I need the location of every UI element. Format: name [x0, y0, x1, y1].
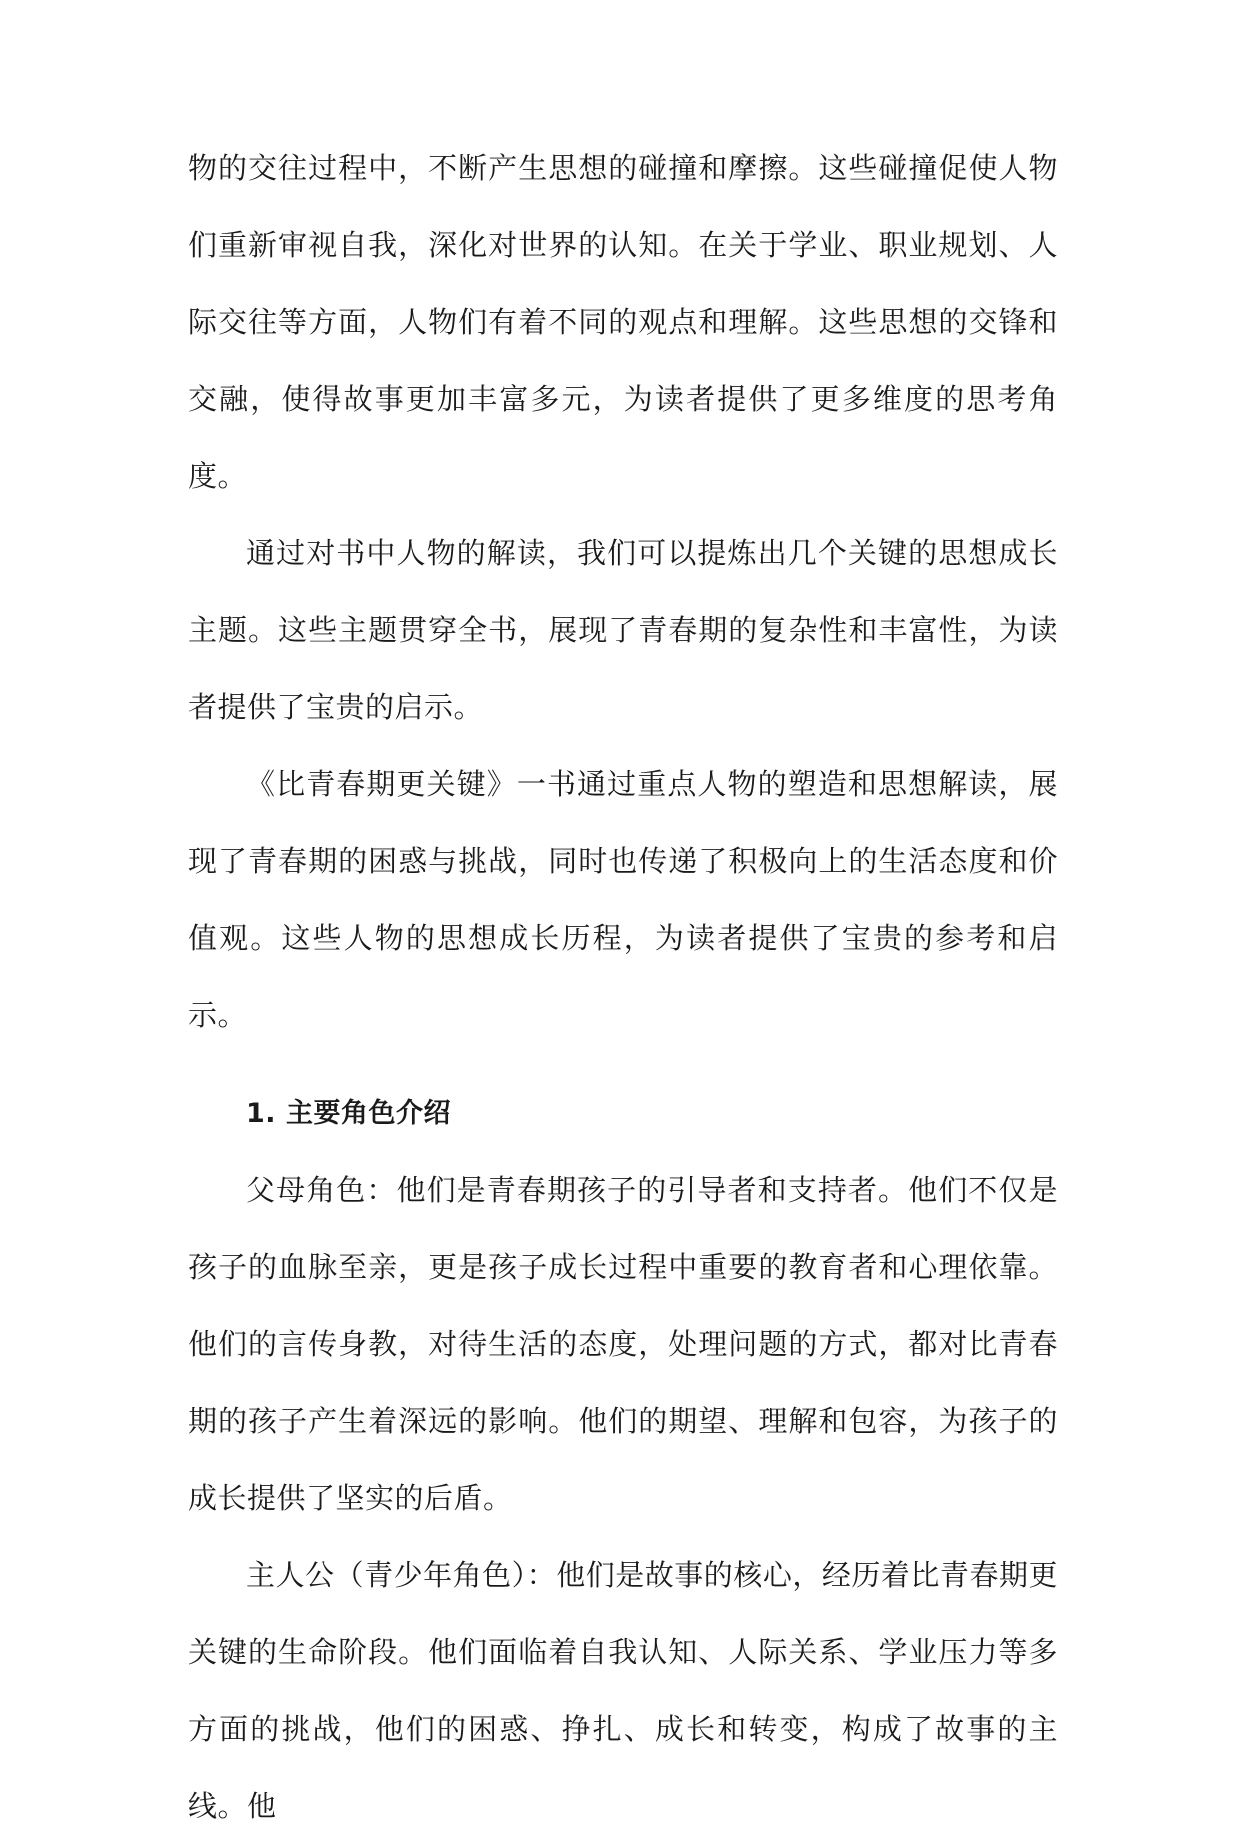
paragraph-continuation: 物的交往过程中，不断产生思想的碰撞和摩擦。这些碰撞促使人物们重新审视自我，深化对世界的认知。在关于学业、职业规划、人际交往等方面，人物们有着不同的观点和理解。这些思想的交锋和交融，使得故事更加丰富多元，为读者提供了更多维度的思考角度。 — [188, 151, 1058, 493]
section-title: 主要角色介绍 — [286, 1098, 451, 1129]
paragraph-protagonist-role: 主人公（青少年角色）：他们是故事的核心，经历着比青春期更关键的生命阶段。他们面临着自我认知、人际关系、学业压力等多方面的挑战，他们的困惑、挣扎、成长和转变，构成了故事的主线。他 — [188, 1558, 1058, 1823]
section-heading — [188, 1074, 1058, 1152]
paragraph-summary: 《比青春期更关键》一书通过重点人物的塑造和思想解读，展现了青春期的困惑与挑战，同时也传递了积极向上的生活态度和价值观。这些人物的思想成长历程，为读者提供了宝贵的参考和启示。 — [188, 767, 1058, 1032]
section-number: 1. — [246, 1098, 277, 1129]
document-body — [188, 130, 1058, 1845]
paragraph-parents-role: 父母角色：他们是青春期孩子的引导者和支持者。他们不仅是孩子的血脉至亲，更是孩子成长过程中重要的教育者和心理依靠。他们的言传身教，对待生活的态度，处理问题的方式，都对比青春期的孩子产生着深远的影响。他们的期望、理解和包容，为孩子的成长提供了坚实的后盾。 — [188, 1173, 1058, 1515]
paragraph-themes: 通过对书中人物的解读，我们可以提炼出几个关键的思想成长主题。这些主题贯穿全书，展现了青春期的复杂性和丰富性，为读者提供了宝贵的启示。 — [188, 536, 1058, 724]
